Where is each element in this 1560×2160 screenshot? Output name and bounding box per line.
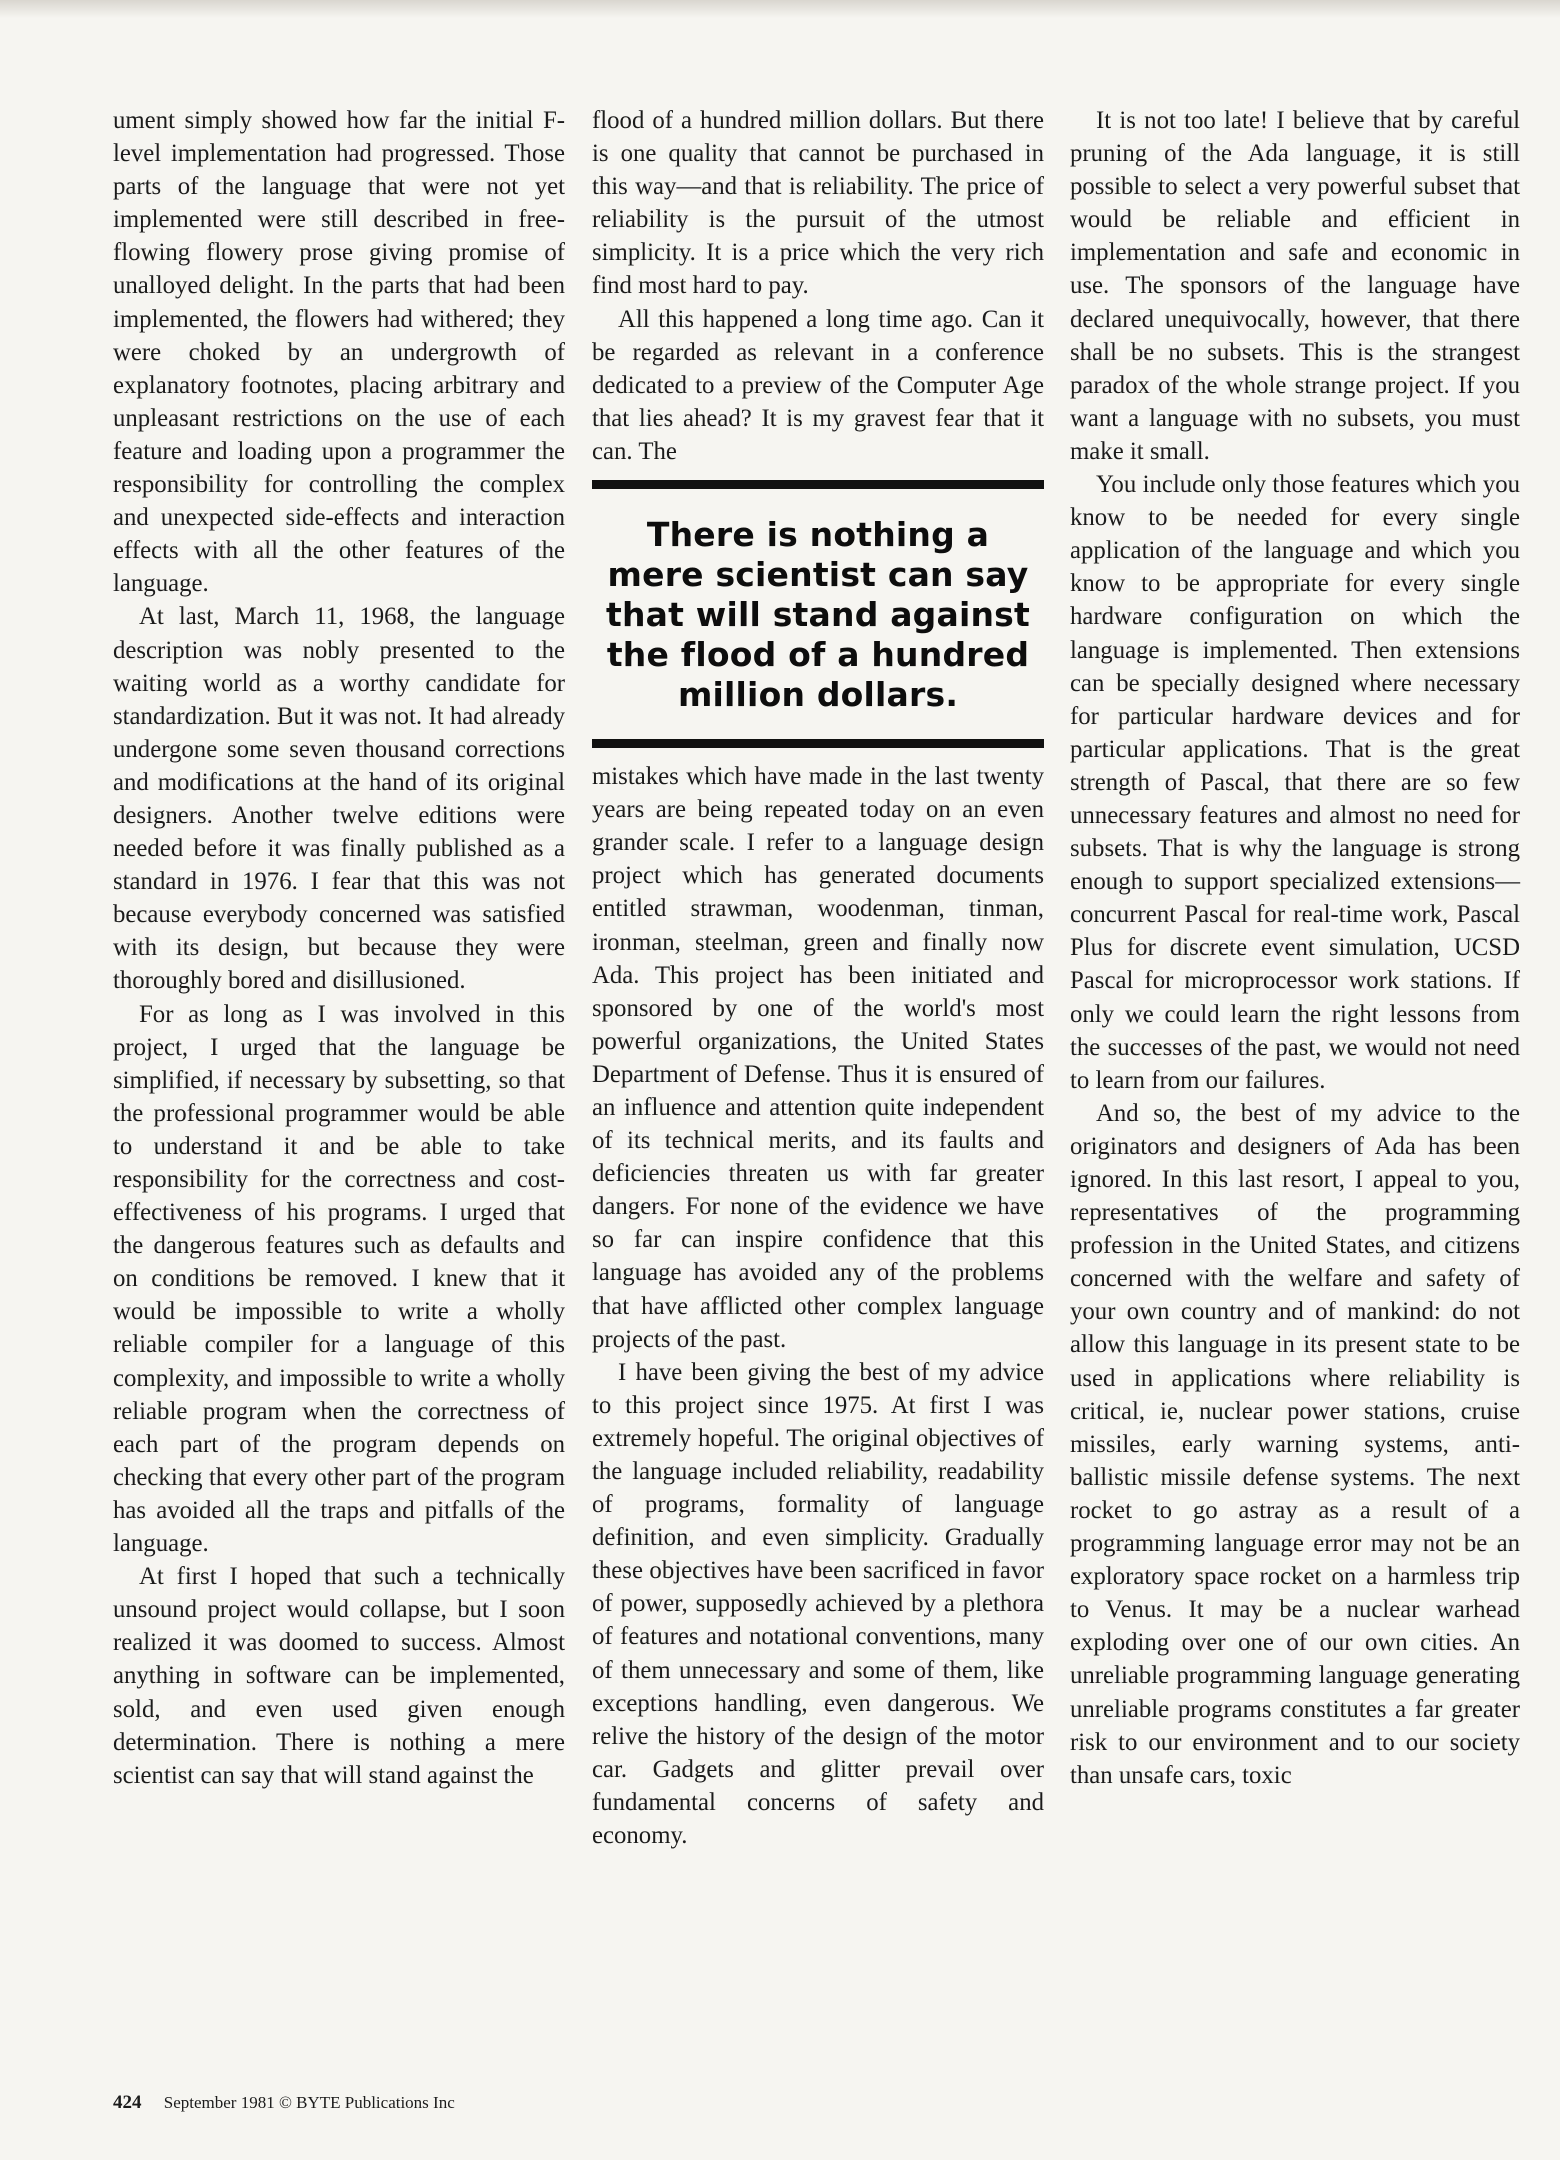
page-footer [113,2092,455,2114]
article-column-2 [592,104,1044,1852]
pull-quote: There is nothing a mere scientist can say that will stand against the flood of a hundred million dollars. [592,480,1044,748]
paragraph: All this happened a long time ago. Can it be regarded as relevant in a conference dedicated to a preview of the Computer Age that lies ahead? It is my gravest fear that it can. The [592,305,1044,465]
article-column-3 [1070,104,1520,1792]
paragraph: At first I hoped that such a technically unsound project would collapse, but I soon realized it was doomed to success. Almost anything in software can be implemented, sold, and even used given enough determination. There is nothing a mere scientist can say that will stand against the [113,1563,565,1789]
paragraph: flood of a hundred million dollars. But there is one quality that cannot be purchased in this way—and that is reliability. The price of reliability is the pursuit of the utmost simplicity. It is a price which the very rich find most hard to pay. [592,107,1044,300]
page-top-edge [0,0,1560,18]
paragraph: And so, the best of my advice to the originators and designers of Ada has been ignored. In this last resort, I appeal to you, representatives of the programming profession in the United States, and citizens concerned with the welfare and safety of your own country and of mankind: do not allow this language in its present state to be used in applications where reliability is critical, ie, nuclear power stations, cruise missiles, early warning systems, anti-ballistic missile defense systems. The next rocket to go astray as a result of a programming language error may not be an exploratory space rocket on a harmless trip to Venus. It may be a nuclear warhead exploding over one of our own cities. An unreliable programming language generating unreliable programs constitutes a far greater risk to our environment and to our society than unsafe cars, toxic [1070,1099,1520,1789]
paragraph: I have been giving the best of my advice to this project since 1975. At first I was extremely hopeful. The original objectives of the language included reliability, readability of programs, formality of language definition, and even simplicity. Gradually these objectives have been sacrificed in favor of power, supposedly achieved by a plethora of features and notational conventions, many of them unnecessary and some of them, like exceptions handling, even dangerous. We relive the history of the design of the motor car. Gadgets and glitter prevail over fundamental concerns of safety and economy. [592,1358,1044,1850]
paragraph: You include only those features which you know to be needed for every single application of the language and which you know to be appropriate for every single hardware configuration on which the language is implemented. Then extensions can be specially designed where necessary for particular hardware devices and for particular applications. That is the great strength of Pascal, that there are so few unnecessary features and almost no need for subsets. That is why the language is strong enough to support specialized extensions—concurrent Pascal for real-time work, Pascal Plus for discrete event simulation, UCSD Pascal for microprocessor work stations. If only we could learn the right lessons from the successes of the past, we would not need to learn from our failures. [1070,471,1520,1094]
page-number: 424 [113,2092,142,2113]
paragraph: At last, March 11, 1968, the language description was nobly presented to the waiting world as a worthy candidate for standardization. But it was not. It had already undergone some seven thousand corrections and modifications at the hand of its original designers. Another twelve editions were needed before it was finally published as a standard in 1976. I fear that this was not because everybody concerned was satisfied with its design, but because they were thoroughly bored and disillusioned. [113,603,565,995]
article-column-1 [113,104,565,1792]
paragraph: For as long as I was involved in this project, I urged that the language be simplified, if necessary by subsetting, so that the professional programmer would be able to understand it and be able to take responsibility for the correctness and cost-effectiveness of his programs. I urged that the dangerous features such as defaults and on conditions be removed. I knew that it would be impossible to write a wholly reliable compiler for a language of this complexity, and impossible to write a wholly reliable program when the correctness of each part of the program depends on checking that every other part of the program has avoided all the traps and pitfalls of the language. [113,1000,565,1558]
paragraph: ument simply showed how far the initial F-level implementation had progressed. Those parts of the language that were not yet implemented were still described in free-flowing flowery prose giving promise of unalloyed delight. In the parts that had been implemented, the flowers had withered; they were choked by an undergrowth of explanatory footnotes, placing arbitrary and unpleasant restrictions on the use of each feature and loading upon a programmer the responsibility for controlling the complex and unexpected side-effects and interaction effects with all the other features of the language. [113,107,565,598]
paragraph: It is not too late! I believe that by careful pruning of the Ada language, it is still possible to select a very powerful subset that would be reliable and efficient in implementation and safe and economic in use. The sponsors of the language have declared unequivocally, however, that there shall be no subsets. This is the strangest paradox of the whole strange project. If you want a language with no subsets, you must make it small. [1070,107,1520,465]
publication-credit: September 1981 © BYTE Publications Inc [163,2093,455,2112]
paragraph: mistakes which have made in the last twenty years are being repeated today on an even grander scale. I refer to a language design project which has generated documents entitled strawman, woodenman, tinman, ironman, steelman, green and finally now Ada. This project has been initiated and sponsored by one of the world's most powerful organizations, the United States Department of Defense. Thus it is ensured of an influence and attention quite independent of its technical merits, and its faults and deficiencies threaten us with far greater dangers. For none of the evidence we have so far can inspire confidence that this language has avoided any of the problems that have afflicted other complex language projects of the past. [592,763,1044,1353]
